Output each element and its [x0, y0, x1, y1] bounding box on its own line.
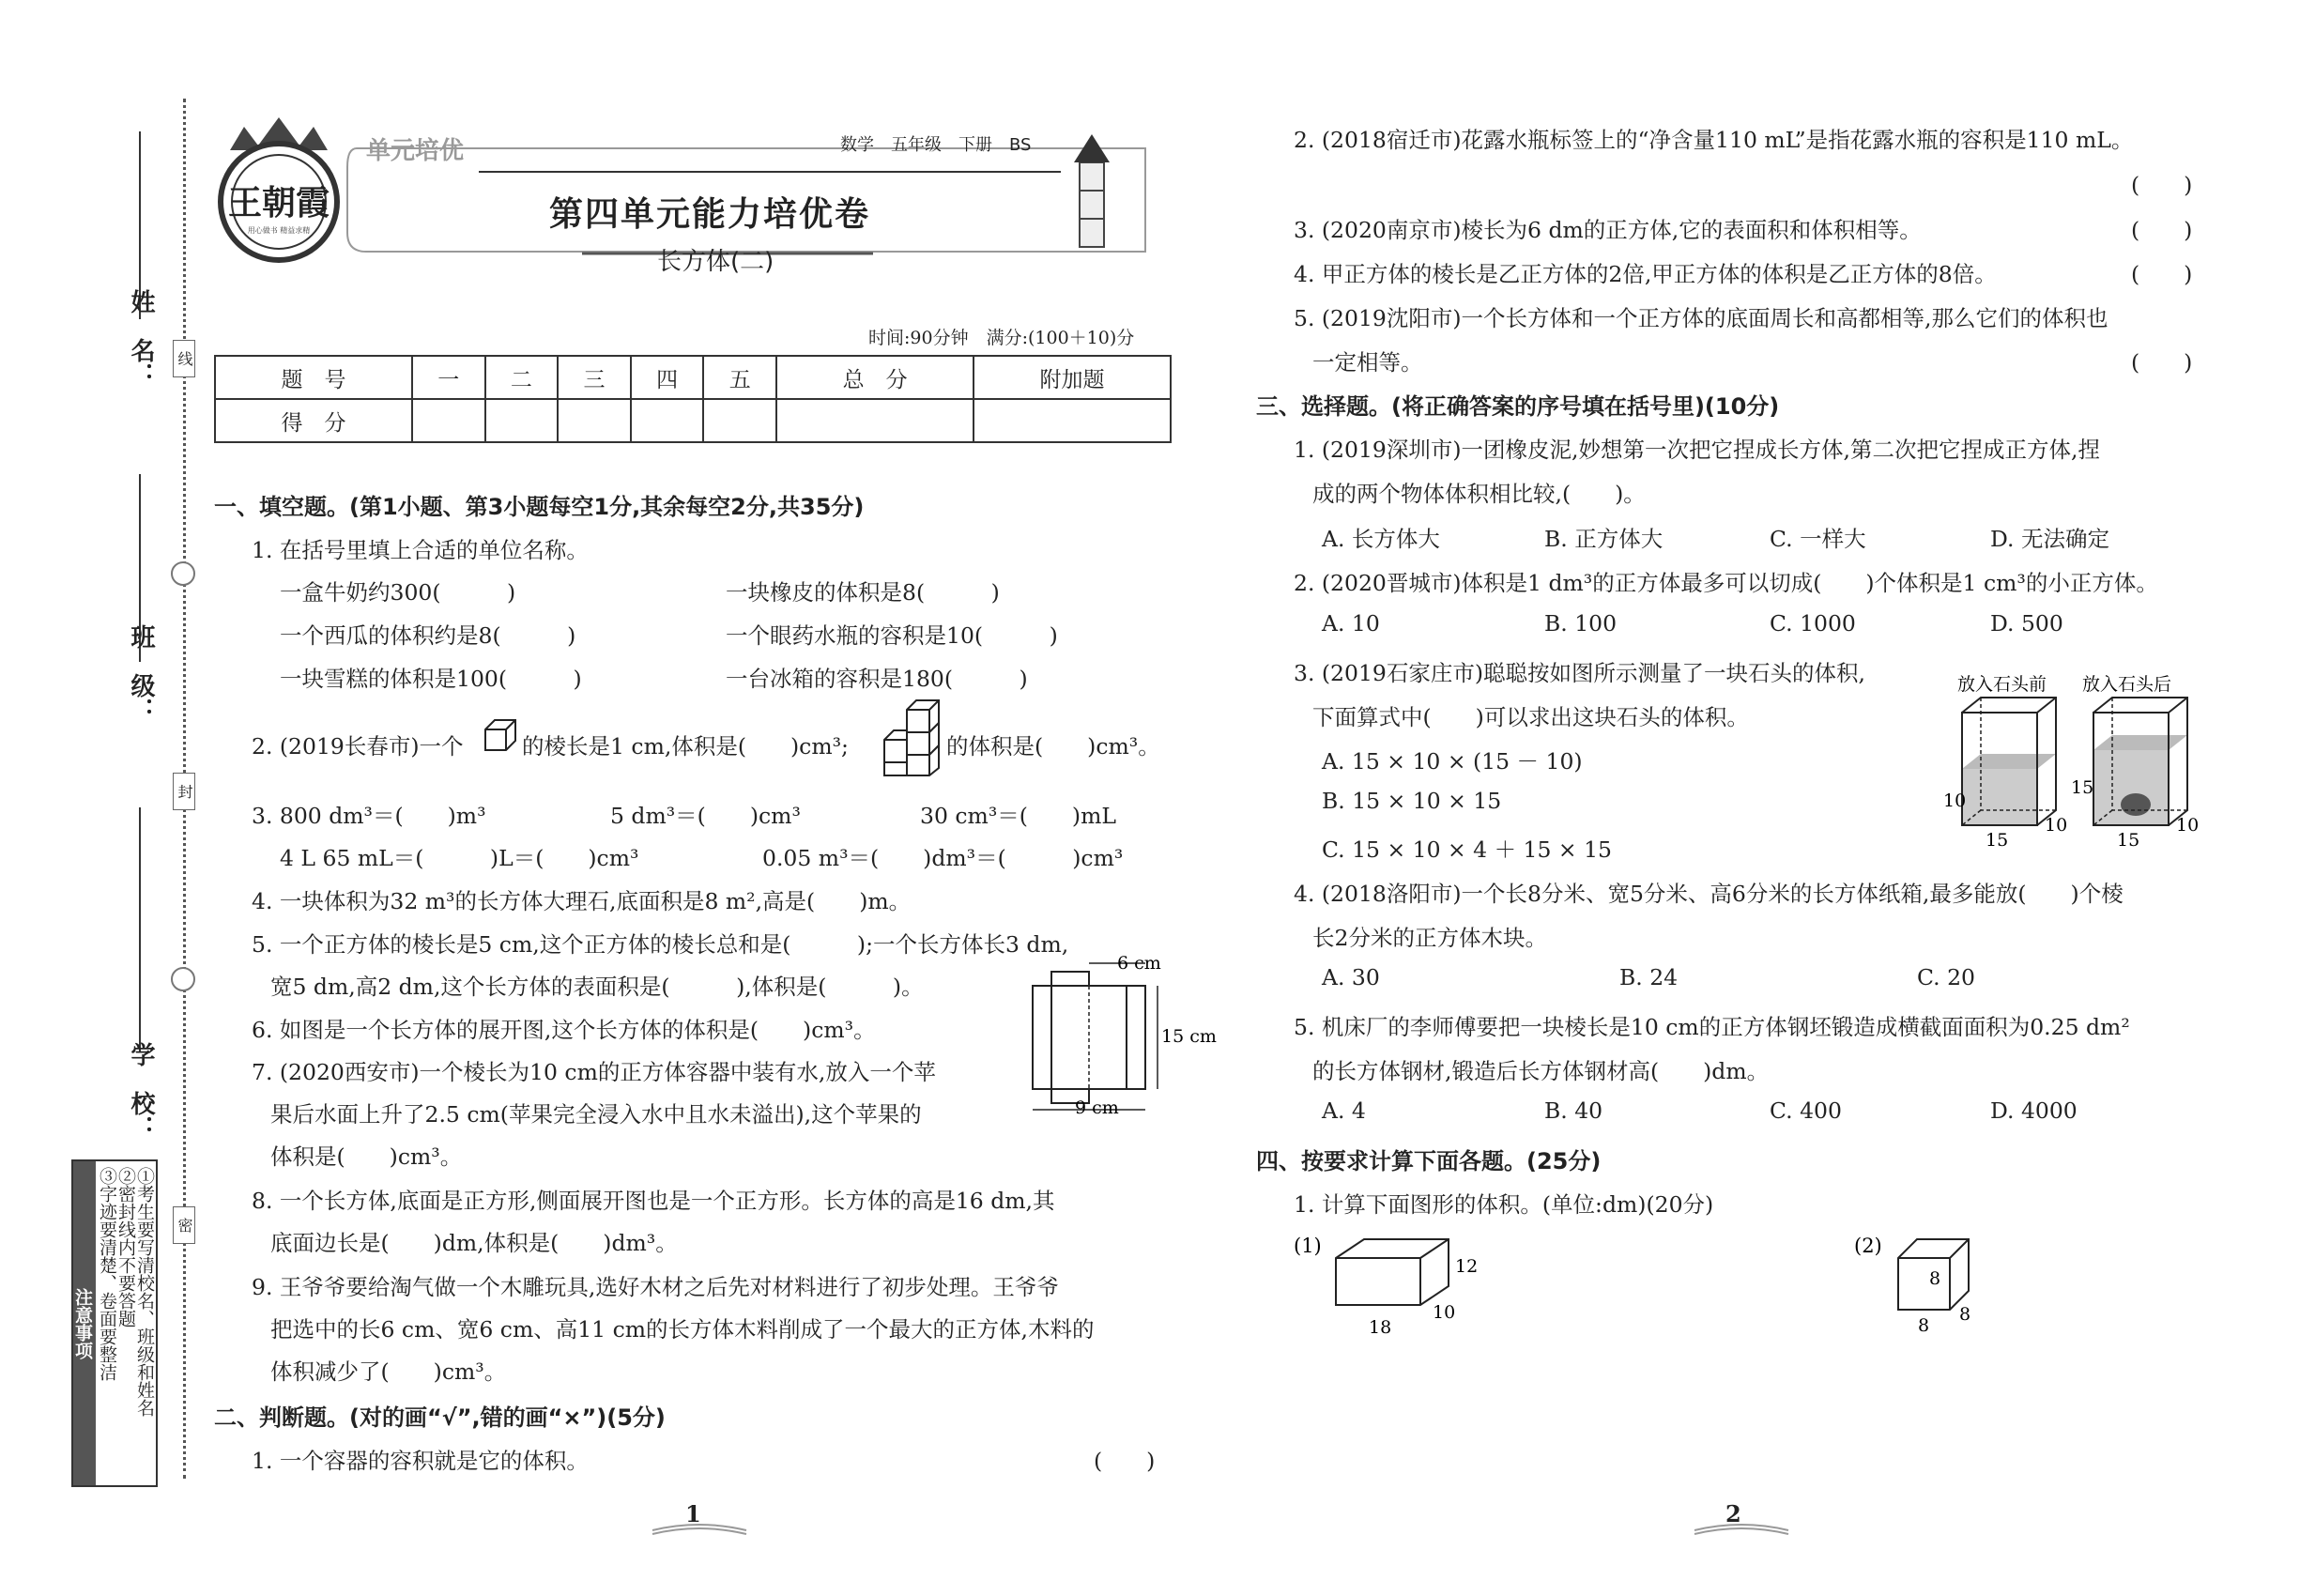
time-score-info: 时间:90分钟 满分:(100＋10)分 [868, 328, 1135, 348]
fig1-length: 18 [1369, 1317, 1392, 1338]
page-number-1: 1 [685, 1500, 701, 1527]
score-cell[interactable] [558, 399, 631, 442]
question-5b: 宽5 dm,高2 dm,这个长方体的表面积是( ),体积是( )。 [270, 974, 924, 1000]
table-cell: 二 [485, 356, 559, 399]
seal-mark-feng: 封 [173, 773, 195, 810]
judge-5a: 5. (2019沈阳市)一个长方体和一个正方体的底面周长和高都相等,那么它们的体积也 [1294, 305, 2108, 331]
figure-label: (1) [1294, 1235, 1322, 1257]
grade-meta: 数学 五年级 下册 BS [840, 135, 1032, 155]
after-width: 10 [2176, 815, 2200, 836]
choice-option[interactable]: C. 20 [1917, 964, 1975, 990]
question-2-part2: 的棱长是1 cm,体积是( )cm³; [522, 733, 849, 760]
judge-3: 3. (2020南京市)棱长为6 dm的正方体,它的表面积和体积相等。 [1294, 217, 1922, 243]
notice-item: ③字迹要清楚、卷面要整洁 [97, 1167, 117, 1381]
fig2-length: 8 [1918, 1315, 1930, 1336]
table-cell: 五 [703, 356, 776, 399]
section-3-heading: 三、选择题。(将正确答案的序号填在括号里)(10分) [1256, 393, 1780, 420]
question-2-part1: 2. (2019长春市)一个 [252, 733, 464, 760]
before-label: 放入石头前 [1957, 674, 2047, 695]
question-2-part3: 的体积是( )cm³。 [946, 733, 1160, 760]
judge-5b: 一定相等。 [1312, 349, 1423, 376]
series-tag: 单元培优 [366, 137, 465, 165]
page-title: 第四单元能力培优卷 [549, 195, 871, 234]
choice-option[interactable]: A. 4 [1322, 1097, 1366, 1124]
fig1-height: 12 [1455, 1256, 1479, 1277]
question-4: 4. 一块体积为32 m³的长方体大理石,底面积是8 m²,高是( )m。 [252, 888, 912, 914]
choice-option[interactable]: C. 一样大 [1770, 526, 1866, 552]
choice-option[interactable]: B. 24 [1619, 964, 1679, 990]
question-1b: 一块橡皮的体积是8( ) [726, 579, 1000, 606]
net-dimension-top: 6 cm [1117, 953, 1161, 974]
table-cell: 总 分 [776, 356, 974, 399]
score-cell[interactable] [631, 399, 704, 442]
score-cell[interactable] [776, 399, 974, 442]
score-cell[interactable] [485, 399, 559, 442]
judge-1: 1. 一个容器的容积就是它的体积。 [252, 1448, 589, 1474]
page-subtitle: 长方体(二) [657, 248, 774, 276]
fig1-width: 10 [1433, 1302, 1456, 1323]
table-cell: 题 号 [215, 356, 412, 399]
choice-option[interactable]: C. 15 × 10 × 4 ＋ 15 × 15 [1322, 836, 1612, 863]
school-line [139, 807, 141, 1051]
cuboid-net-figure [1019, 953, 1217, 1118]
table-cell: 一 [412, 356, 485, 399]
page-ornament [1690, 1521, 1793, 1540]
cube-figure-2 [1854, 1230, 2014, 1343]
choice-option[interactable]: A. 10 [1322, 610, 1380, 637]
before-length: 15 [1986, 830, 2009, 851]
school-label: 学 校： [127, 1042, 155, 1140]
choice-option[interactable]: C. 400 [1770, 1097, 1842, 1124]
question-9a: 9. 王爷爷要给淘气做一个木雕玩具,选好木材之后先对材料进行了初步处理。王爷爷 [252, 1274, 1059, 1300]
choice-option[interactable]: D. 500 [1990, 610, 2063, 637]
choice-option[interactable]: D. 无法确定 [1990, 526, 2109, 552]
judge-4: 4. 甲正方体的棱长是乙正方体的2倍,甲正方体的体积是乙正方体的8倍。 [1294, 261, 1997, 287]
question-6: 6. 如图是一个长方体的展开图,这个长方体的体积是( )cm³。 [252, 1017, 876, 1043]
question-3b: 5 dm³＝( )cm³ [610, 803, 801, 829]
table-cell: 得 分 [215, 399, 412, 442]
choice-option[interactable]: B. 40 [1544, 1097, 1603, 1124]
after-label: 放入石头后 [2082, 674, 2172, 695]
answer-paren[interactable]: ( ) [1094, 1448, 1156, 1474]
question-5a: 5. 一个正方体的棱长是5 cm,这个正方体的棱长总和是( );一个长方体长3 dm, [252, 931, 1069, 958]
seal-mark-xian: 线 [173, 340, 195, 377]
fig2-width: 8 [1959, 1304, 1971, 1325]
choice-3a: 3. (2019石家庄市)聪聪按如图所示测量了一块石头的体积, [1294, 660, 1866, 686]
table-row [215, 399, 1171, 442]
choice-3b: 下面算式中( )可以求出这块石头的体积。 [1312, 704, 1749, 730]
table-cell: 四 [631, 356, 704, 399]
score-cell[interactable] [412, 399, 485, 442]
logo-text: 王朝霞 [227, 183, 330, 223]
notice-box [71, 1159, 158, 1487]
figure-label: (2) [1854, 1235, 1882, 1257]
question-9c: 体积减少了( )cm³。 [270, 1358, 507, 1385]
question-1: 1. 在括号里填上合适的单位名称。 [252, 537, 589, 563]
choice-5a: 5. 机床厂的李师傅要把一块棱长是10 cm的正方体钢坯锻造成横截面面积为0.25 dm² [1294, 1014, 2130, 1040]
name-label: 姓 名： [127, 289, 155, 387]
score-cell[interactable] [974, 399, 1171, 442]
notice-item: ②密封线内不要答题 [115, 1167, 136, 1327]
question-3a: 3. 800 dm³＝( )m³ [252, 803, 486, 829]
before-width: 10 [2045, 815, 2068, 836]
question-3d: 4 L 65 mL＝( )L＝( )cm³ [280, 845, 639, 871]
stacked-cubes-figure [871, 695, 946, 775]
question-3c: 30 cm³＝( )mL [920, 803, 1116, 829]
choice-2: 2. (2020晋城市)体积是1 dm³的正方体最多可以切成( )个体积是1 cm³的小正方体。 [1294, 570, 2158, 596]
choice-option[interactable]: A. 15 × 10 × (15 － 10) [1322, 748, 1583, 775]
choice-1b: 成的两个物体体积相比较,( )。 [1312, 481, 1646, 507]
net-dimension-bottom: 9 cm [1075, 1097, 1119, 1118]
score-table [214, 355, 1172, 443]
choice-option[interactable]: A. 30 [1322, 964, 1380, 990]
notice-item: ①考生要写清校名、班级和姓名 [134, 1167, 155, 1417]
choice-option[interactable]: D. 4000 [1990, 1097, 2078, 1124]
section-1-heading: 一、填空题。(第1小题、第3小题每空1分,其余每空2分,共35分) [214, 494, 865, 520]
publisher-logo [211, 113, 347, 263]
binding-margin [0, 0, 193, 1596]
judge-2: 2. (2018宿迁市)花露水瓶标签上的“净含量110 mL”是指花露水瓶的容积是110 mL。 [1294, 127, 2134, 153]
choice-option[interactable]: B. 100 [1544, 610, 1618, 637]
notice-body [98, 1167, 154, 1417]
section-4-heading: 四、按要求计算下面各题。(25分) [1256, 1148, 1602, 1174]
table-cell: 三 [558, 356, 631, 399]
logo-slogan: 用心做书 精益求精 [247, 226, 311, 235]
cuboid-figure-1 [1294, 1230, 1500, 1343]
answer-paren[interactable]: ( ) [2131, 217, 2193, 243]
table-cell: 附加题 [974, 356, 1171, 399]
answer-paren[interactable]: ( ) [2131, 172, 2193, 198]
question-3e: 0.05 m³＝( )dm³＝( )cm³ [762, 845, 1124, 871]
choice-5b: 的长方体钢材,锻造后长方体钢材高( )dm。 [1312, 1058, 1770, 1084]
section-2-heading: 二、判断题。(对的画“√”,错的画“×”)(5分) [214, 1404, 666, 1431]
choice-option[interactable]: C. 1000 [1770, 610, 1856, 637]
page-ornament [648, 1521, 751, 1540]
net-dimension-right: 15 cm [1161, 1026, 1217, 1047]
question-7a: 7. (2020西安市)一个棱长为10 cm的正方体容器中装有水,放入一个苹 [252, 1059, 936, 1085]
fig2-height: 8 [1929, 1268, 1941, 1289]
question-1e: 一块雪糕的体积是100( ) [280, 666, 582, 692]
question-1a: 一盒牛奶约300( ) [280, 579, 516, 606]
question-8b: 底面边长是( )dm,体积是( )dm³。 [270, 1230, 678, 1256]
notice-title: 注意事项 [73, 1161, 96, 1485]
question-9b: 把选中的长6 cm、宽6 cm、高11 cm的长方体木料削成了一个最大的正方体,木料的 [270, 1316, 1095, 1343]
choice-4a: 4. (2018洛阳市)一个长8分米、宽5分米、高6分米的长方体纸箱,最多能放( )个棱 [1294, 881, 2124, 907]
binding-hole-icon [171, 561, 195, 586]
unit-cube-figure [482, 718, 519, 756]
calc-1: 1. 计算下面图形的体积。(单位:dm)(20分) [1294, 1191, 1714, 1218]
seal-mark-mi: 密 [173, 1206, 195, 1244]
choice-option[interactable]: B. 正方体大 [1544, 526, 1664, 552]
after-height: 15 [2071, 777, 2094, 798]
question-7c: 体积是( )cm³。 [270, 1143, 463, 1170]
choice-4b: 长2分米的正方体木块。 [1312, 925, 1547, 951]
page-number-2: 2 [1725, 1500, 1741, 1527]
answer-paren[interactable]: ( ) [2131, 261, 2193, 287]
class-label: 班 级： [127, 624, 155, 722]
question-8a: 8. 一个长方体,底面是正方形,侧面展开图也是一个正方形。长方体的高是16 dm,其 [252, 1188, 1055, 1214]
choice-option[interactable]: B. 15 × 10 × 15 [1322, 788, 1502, 814]
score-cell[interactable] [703, 399, 776, 442]
question-1d: 一个眼药水瓶的容积是10( ) [726, 622, 1058, 649]
before-height: 10 [1943, 790, 1967, 811]
question-7b: 果后水面上升了2.5 cm(苹果完全浸入水中且水未溢出),这个苹果的 [270, 1101, 922, 1128]
binding-hole-icon [171, 967, 195, 991]
question-1c: 一个西瓜的体积约是8( ) [280, 622, 576, 649]
choice-option[interactable]: A. 长方体大 [1322, 526, 1440, 552]
question-1f: 一台冰箱的容积是180( ) [726, 666, 1028, 692]
after-length: 15 [2117, 830, 2140, 851]
answer-paren[interactable]: ( ) [2131, 349, 2193, 376]
choice-1a: 1. (2019深圳市)一团橡皮泥,妙想第一次把它捏成长方体,第二次把它捏成正方体,捏 [1294, 437, 2100, 463]
stone-measure-figure [1934, 671, 2216, 859]
table-row [215, 356, 1171, 399]
